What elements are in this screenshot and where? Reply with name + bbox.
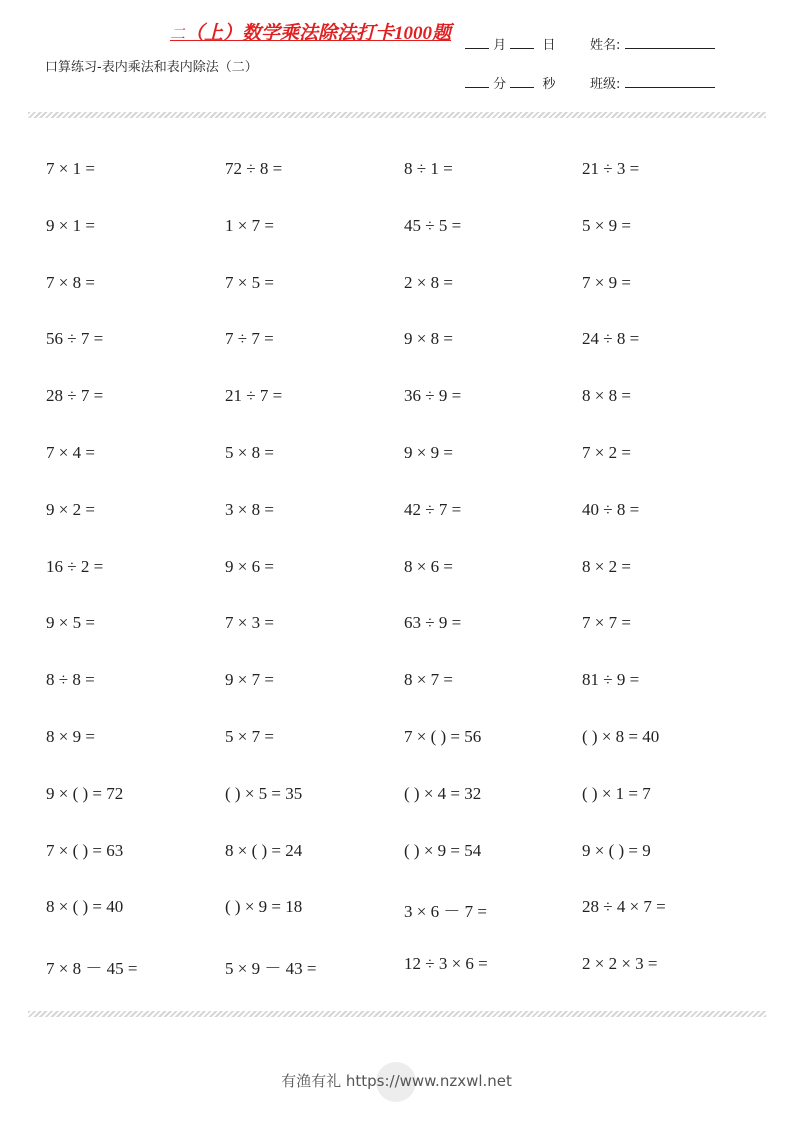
name-label: 姓名:	[590, 38, 621, 53]
math-problem: 7 × 4 =	[46, 443, 95, 462]
math-problem: 81 ÷ 9 =	[582, 670, 640, 690]
math-problem: 8 × 8 =	[582, 386, 631, 406]
math-problem: 9 × 1 =	[46, 215, 95, 235]
math-problem: 12 ÷ 3 × 6 =	[404, 954, 488, 974]
math-problem: 8 ÷ 8 =	[46, 670, 95, 690]
math-problem: 9 × 9 =	[404, 443, 453, 462]
second-label: 秒	[542, 77, 556, 92]
math-problem: 7 × ( ) = 56	[404, 727, 482, 746]
title-text: （上）数学乘法除法打卡1000题	[185, 23, 452, 44]
math-problem: 3 × 6 － 7 =	[404, 902, 487, 922]
math-problem: 9 × 6 =	[225, 556, 274, 576]
math-problem: 9 × ( ) = 9	[582, 840, 651, 860]
minute-label: 分	[493, 77, 507, 92]
math-problem: 28 ÷ 4 × 7 =	[582, 897, 666, 917]
math-problem: 8 × 7 =	[404, 670, 453, 690]
math-problem: 24 ÷ 8 =	[582, 329, 640, 349]
math-problem: 45 ÷ 5 =	[404, 215, 462, 235]
math-problem: 8 × ( ) = 24	[225, 840, 303, 860]
math-problem: ( ) × 8 = 40	[582, 727, 660, 746]
math-problem: 8 × 6 =	[404, 556, 453, 576]
math-problem: 7 × 8 － 45 =	[46, 959, 138, 979]
math-problem: 8 × 2 =	[582, 556, 631, 576]
bottom-divider	[28, 1011, 766, 1017]
title-grade: 二	[170, 27, 186, 43]
math-problem: 40 ÷ 8 =	[582, 499, 640, 519]
month-label: 月	[493, 38, 507, 53]
math-problem: 5 × 9 =	[582, 215, 631, 235]
math-problem: 7 × 9 =	[582, 272, 631, 292]
top-divider	[28, 112, 766, 118]
class-blank[interactable]	[625, 75, 715, 88]
math-problem: 42 ÷ 7 =	[404, 499, 462, 519]
math-problem: 8 × ( ) = 40	[46, 897, 124, 917]
class-field	[590, 73, 715, 92]
math-problem: 5 × 7 =	[225, 727, 274, 746]
math-problem: 63 ÷ 9 =	[404, 613, 462, 633]
math-problem: 8 ÷ 1 =	[404, 159, 453, 178]
worksheet-title	[170, 18, 451, 45]
math-problem: 5 × 8 =	[225, 443, 274, 462]
math-problem: 8 × 9 =	[46, 727, 95, 746]
math-problem: 7 × 8 =	[46, 272, 95, 292]
worksheet-subtitle: 口算练习-表内乘法和表内除法（二）	[45, 60, 258, 75]
math-problem: ( ) × 9 = 18	[225, 897, 303, 917]
math-problem: ( ) × 5 = 35	[225, 783, 303, 803]
math-problem: 9 × 2 =	[46, 499, 95, 519]
date-field	[465, 34, 555, 53]
math-problem: 21 ÷ 7 =	[225, 386, 283, 406]
math-problem: 2 × 8 =	[404, 272, 453, 292]
footer-watermark: 有渔有礼 https://www.nzxwl.net	[281, 1072, 512, 1090]
day-label: 日	[542, 38, 556, 53]
math-problem: 2 × 2 × 3 =	[582, 954, 658, 974]
math-problem: 7 × 5 =	[225, 272, 274, 292]
math-problem: 72 ÷ 8 =	[225, 159, 283, 178]
math-problem: 9 × ( ) = 72	[46, 783, 124, 803]
math-problem: 9 × 5 =	[46, 613, 95, 633]
class-label: 班级:	[590, 77, 621, 92]
math-problem: 7 × 3 =	[225, 613, 274, 633]
math-problem: 36 ÷ 9 =	[404, 386, 462, 406]
math-problem: 3 × 8 =	[225, 499, 274, 519]
month-blank[interactable]	[465, 36, 489, 49]
name-field	[590, 34, 715, 53]
second-blank[interactable]	[510, 75, 534, 88]
time-field	[465, 73, 555, 92]
math-problem: 9 × 7 =	[225, 670, 274, 690]
minute-blank[interactable]	[465, 75, 489, 88]
math-problem: ( ) × 1 = 7	[582, 783, 651, 803]
math-problem: ( ) × 4 = 32	[404, 783, 482, 803]
math-problem: ( ) × 9 = 54	[404, 840, 482, 860]
math-problem: 7 × ( ) = 63	[46, 840, 124, 860]
math-problem: 56 ÷ 7 =	[46, 329, 104, 349]
math-problem: 5 × 9 － 43 =	[225, 959, 317, 979]
math-problem: 7 × 2 =	[582, 443, 631, 462]
math-problem: 1 × 7 =	[225, 215, 274, 235]
math-problem: 9 × 8 =	[404, 329, 453, 349]
math-problem: 7 × 1 =	[46, 159, 95, 178]
math-problem: 21 ÷ 3 =	[582, 159, 640, 178]
math-problem: 7 × 7 =	[582, 613, 631, 633]
math-problem: 28 ÷ 7 =	[46, 386, 104, 406]
math-problem: 16 ÷ 2 =	[46, 556, 104, 576]
math-problem: 7 ÷ 7 =	[225, 329, 274, 349]
day-blank[interactable]	[510, 36, 534, 49]
name-blank[interactable]	[625, 36, 715, 49]
